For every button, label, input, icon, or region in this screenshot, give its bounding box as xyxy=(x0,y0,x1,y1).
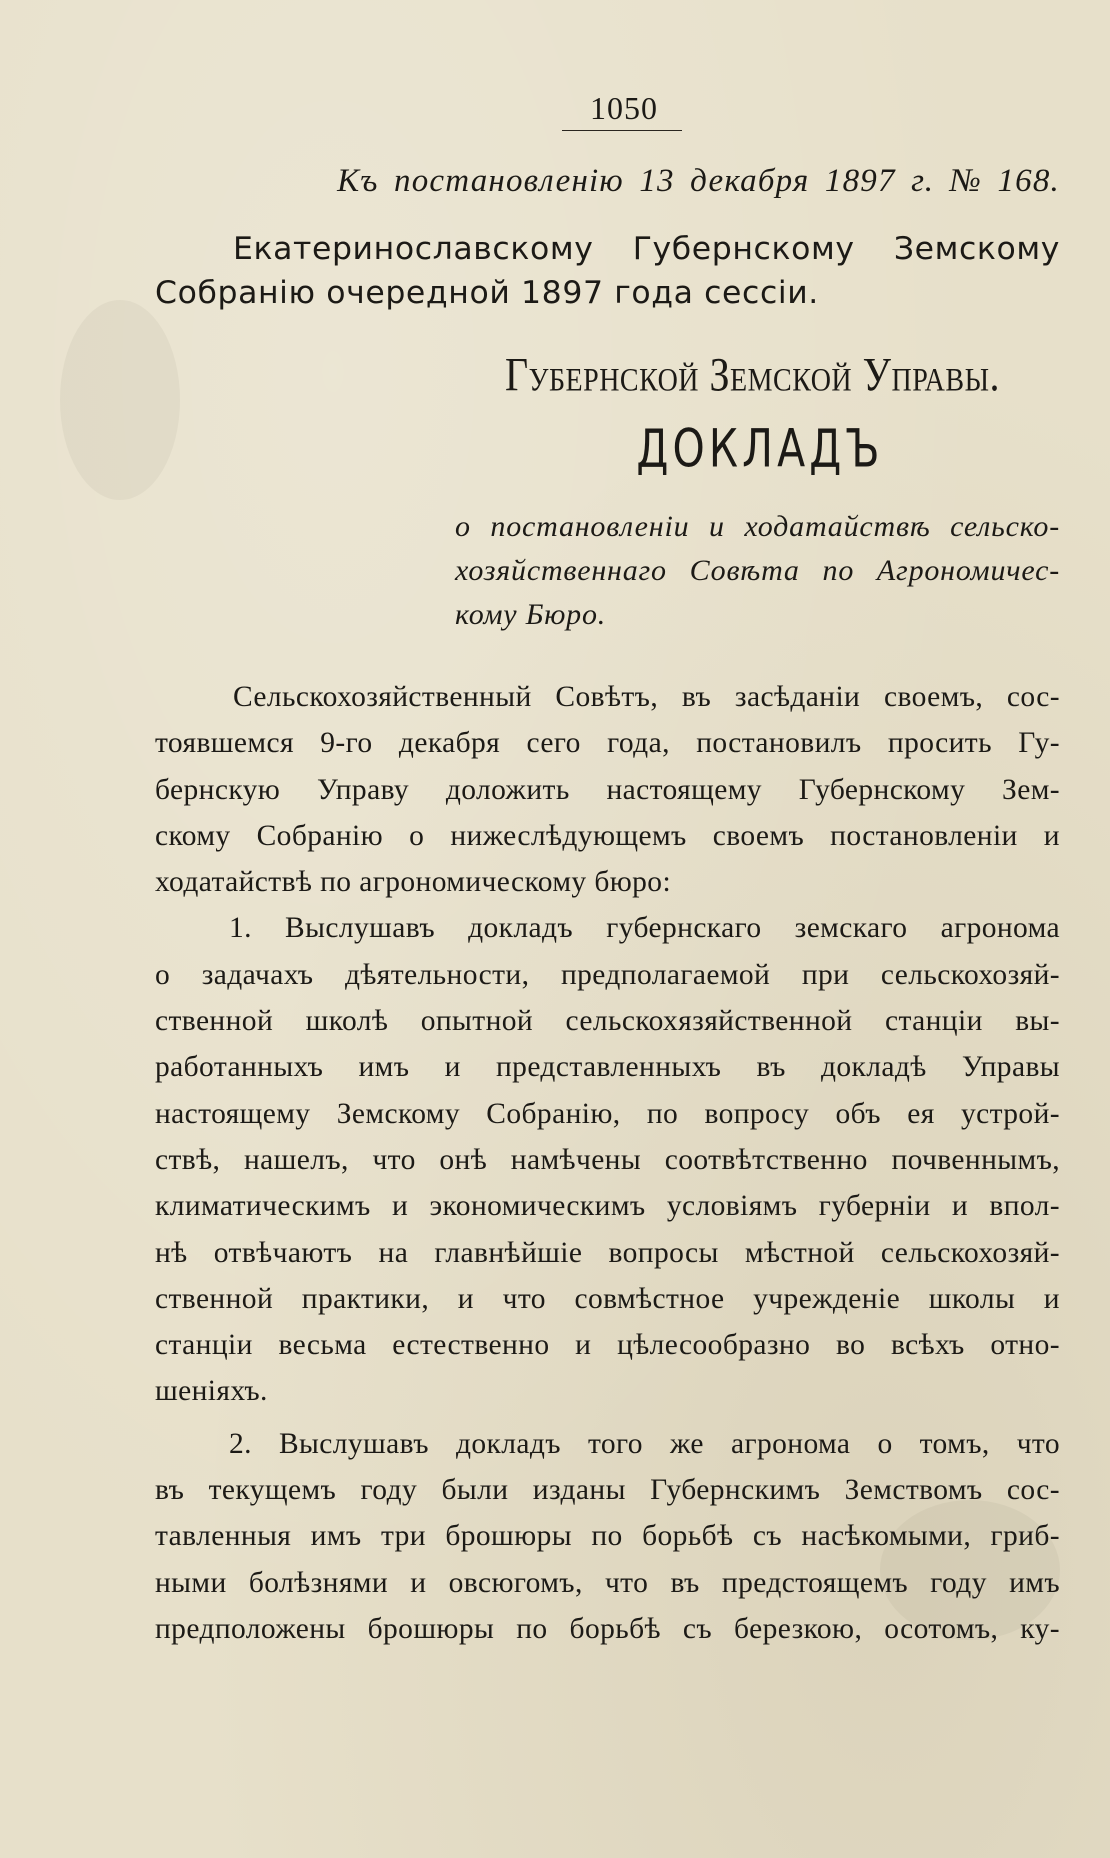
resolution-reference: Къ постановленію 13 декабря 1897 г. № 168. xyxy=(337,163,1060,199)
body-line: тавленныя имъ три брошюры по борьбѣ съ насѣкомыми, гриб- xyxy=(155,1520,1060,1553)
body-line: нѣ отвѣчаютъ на главнѣйшіе вопросы мѣстной сельскохозяй- xyxy=(155,1236,1060,1269)
subject-line: о постановленіи и ходатайствѣ сельско- xyxy=(455,510,1060,543)
subject-line: кому Бюро. xyxy=(455,598,607,631)
body-line: работанныхъ имъ и представленныхъ въ докладѣ Управы xyxy=(155,1051,1060,1084)
subject-line: хозяйственнаго Совѣта по Агрономичес- xyxy=(455,554,1060,587)
body-line: скому Собранію о нижеслѣдующемъ своемъ постановленіи и xyxy=(155,819,1060,852)
body-line: тоявшемся 9-го декабря сего года, постановилъ просить Гу- xyxy=(155,727,1060,760)
addressee xyxy=(155,227,1060,315)
body-line: шеніяхъ. xyxy=(155,1375,268,1408)
body-line: ными болѣзнями и овсюгомъ, что въ предстоящемъ году имъ xyxy=(155,1566,1060,1599)
body-line: 2. Выслушавъ докладъ того же агронома о томъ, что xyxy=(229,1427,1060,1460)
page-number: 1050 xyxy=(590,90,658,126)
body-line: предположены брошюры по борьбѣ съ березкою, осотомъ, ку- xyxy=(155,1612,1060,1645)
body-line: ствѣ, нашелъ, что онѣ намѣчены соотвѣтственно почвеннымъ, xyxy=(155,1143,1060,1176)
subject-block xyxy=(455,505,1060,637)
body-line: Сельскохозяйственный Совѣтъ, въ засѣданіи своемъ, сос- xyxy=(233,681,1060,713)
page-number-rule xyxy=(562,130,682,131)
addressee-line: Екатеринославскому Губернскому Земскому xyxy=(233,231,1060,267)
body-line: о задачахъ дѣятельности, предполагаемой при сельскохозяй- xyxy=(155,958,1060,991)
body-line: 1. Выслушавъ докладъ губернскаго земскаго агронома xyxy=(229,912,1060,945)
body-line: въ текущемъ году были изданы Губернскимъ Земствомъ сос- xyxy=(155,1474,1060,1507)
body-line: ходатайствѣ по агрономическому бюро: xyxy=(155,866,672,899)
body-line: станціи весьма естественно и цѣлесообразно во всѣхъ отно- xyxy=(155,1329,1060,1362)
body-line: климатическимъ и экономическимъ условіямъ губерніи и впол- xyxy=(155,1190,1060,1223)
body-line: бернскую Управу доложить настоящему Губернскому Зем- xyxy=(155,773,1060,806)
document-title: ДОКЛАДЪ xyxy=(636,418,884,479)
body-line: настоящему Земскому Собранію, по вопросу объ ея устрой- xyxy=(155,1097,1060,1130)
issuer-heading: Губернской Земской Управы. xyxy=(505,348,1000,402)
body-line: ственной школѣ опытной сельскохязяйственной станціи вы- xyxy=(155,1005,1060,1038)
body-line: ственной практики, и что совмѣстное учрежденіе школы и xyxy=(155,1282,1060,1315)
body-text xyxy=(155,674,1060,1652)
addressee-line: Собранію очередной 1897 года сессіи. xyxy=(155,275,819,311)
